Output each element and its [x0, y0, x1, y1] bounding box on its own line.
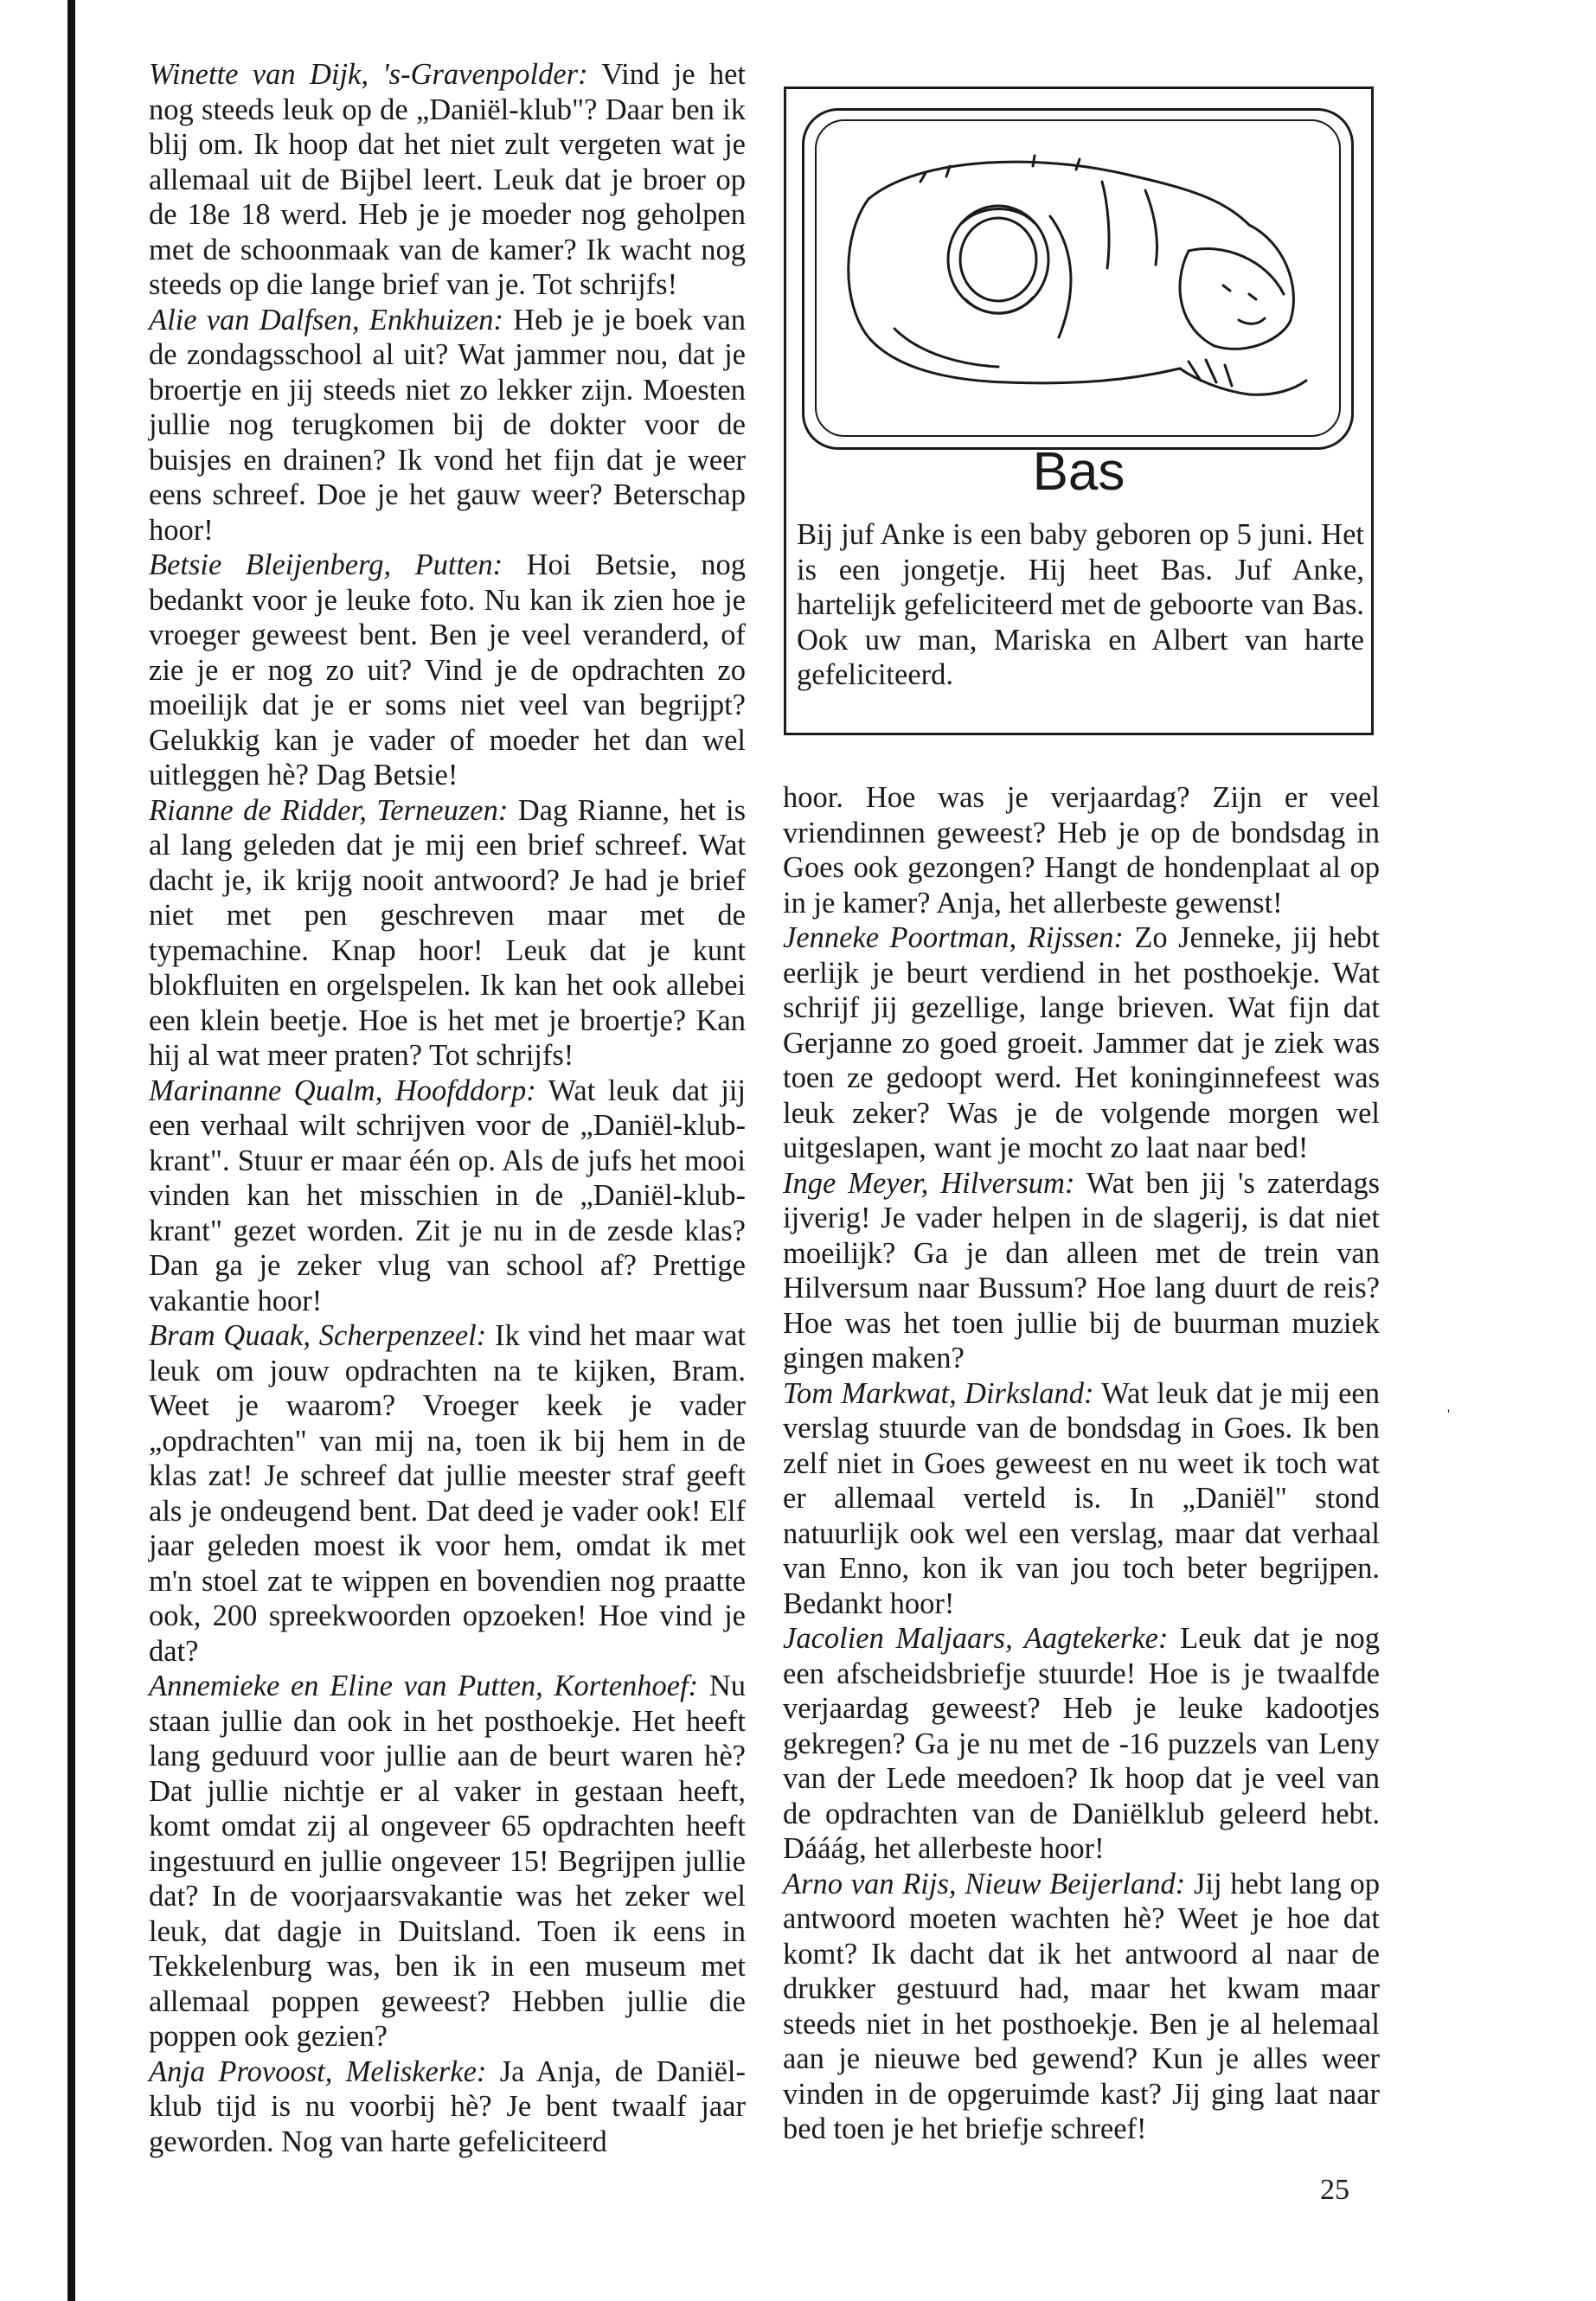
birth-announcement-box [784, 87, 1374, 735]
letter-text: Wat leuk dat jij een verhaal wilt schrijven voor de „Daniël-klub-krant". Stuur er maar één op. Als de jufs het mooi vinden kan het misschien in de „Daniël-klub-krant" gezet worden. Zit je nu in de zesde klas? Dan ga je zeker vlug van school af? Prettige vakantie hoor! [149, 1074, 746, 1317]
letter-name: Annemieke en Eline van Putten, Kortenhoef: [149, 1670, 699, 1702]
announcement-text: Bij juf Anke is een baby geboren op 5 juni. Het is een jongetje. Hij heet Bas. Juf Anke, hartelijk gefeliciteerd met de geboorte van Bas. Ook uw man, Mariska en Albert van harte gefeliciteerd. [797, 518, 1364, 691]
letters-column-right [783, 780, 1380, 2147]
announcement-title: Bas [1032, 442, 1125, 502]
letter-name: Inge Meyer, Hilversum: [783, 1166, 1075, 1200]
letter-entry [783, 920, 1380, 1166]
letter-text: Dag Rianne, het is al lang geleden dat je mij een brief schreef. Wat dacht je, ik krijg nooit antwoord? Je had je brief niet met pen geschreven maar met de typemachine. Knap hoor! Leuk dat je kunt blokfluiten en orgelspelen. Ik kan het ook allebei een klein beetje. Hoe is het met je broertje? Kan hij al wat meer praten? Tot schrijfs! [149, 793, 747, 1072]
letter-name: Arno van Rijs, Nieuw Beijerland: [783, 1867, 1186, 1900]
sleeping-baby-illustration [817, 121, 1343, 439]
letter-name: Jacolien Maljaars, Aagtekerke: [783, 1622, 1169, 1655]
letter-entry [149, 303, 746, 548]
letter-text: Wat ben jij 's zaterdags ijverig! Je vader helpen in de slagerij, is dat niet moeilijk? Ga je dan alleen met de trein van Hilversum naar Bussum? Hoe lang duurt de reis? Hoe was het toen jullie bij de buurman muziek gingen maken? [783, 1166, 1380, 1375]
letter-name: Bram Quaak, Scherpenzeel: [149, 1319, 487, 1352]
letter-name: Marinanne Qualm, Hoofddorp: [149, 1074, 536, 1107]
letter-name: Alie van Dalfsen, Enkhuizen: [149, 303, 504, 336]
letter-text: Vind je het nog steeds leuk op de „Daniël-klub"? Daar ben ik blij om. Ik hoop dat het niet zult vergeten wat je allemaal uit de Bijbel leert. Leuk dat je broer op de 18e 18 werd. Heb je je moeder nog geholpen met de schoonmaak van de kamer? Ik wacht nog steeds op die lange brief van je. Tot schrijfs! [149, 58, 746, 301]
letter-name: Jenneke Poortman, Rijssen: [783, 921, 1124, 954]
page-number: 25 [1320, 2174, 1349, 2206]
announcement-text-block [797, 517, 1364, 693]
letter-name: Rianne de Ridder, Terneuzen: [149, 793, 509, 827]
letter-name: Anja Provoost, Meliskerke: [149, 2054, 487, 2088]
letter-text: Wat leuk dat je mij een verslag stuurde van de bondsdag in Goes. Ik ben zelf niet in Goes geweest en nu weet ik toch wat er allemaal verteld is. In „Daniël" stond natuurlijk ook wel een verslag, maar dat verhaal van Enno, kon ik van jou toch beter begrijpen. Bedankt hoor! [783, 1376, 1380, 1620]
letter-text: Hoi Betsie, nog bedankt voor je leuke foto. Nu kan ik zien hoe je vroeger geweest bent. Ben je veel veranderd, of zie je er nog zo uit? Vind je de opdrachten zo moeilijk dat je er soms niet veel van begrijpt? Gelukkig kan je vader of moeder het dan wel uitleggen hè? Dag Betsie! [149, 548, 746, 792]
letter-entry [149, 1074, 746, 1319]
letter-entry [149, 1318, 746, 1669]
letter-text: hoor. Hoe was je verjaardag? Zijn er veel vriendinnen geweest? Heb je op de bondsdag in Goes ook gezongen? Hangt de hondenplaat al op in je kamer? Anja, het allerbeste gewenst! [783, 781, 1380, 920]
letter-entry [783, 1166, 1380, 1376]
letter-text: Zo Jenneke, jij hebt eerlijk je beurt verdiend in het posthoekje. Wat schrijf jij gezellige, lange brieven. Wat fijn dat Gerjanne zo goed groeit. Jammer dat je ziek was toen ze gedoopt werd. Het koninginnefeest was leuk zeker? Was je de volgende morgen wel uitgeslapen, want je mocht zo laat naar bed! [783, 921, 1381, 1164]
letter-text: Leuk dat je nog een afscheidsbriefje stuurde! Hoe is je twaalfde verjaardag geweest? Heb je leuke kadootjes gekregen? Ga je nu met de -16 puzzels van Leny van der Lede meedoen? Ik hoop dat je veel van de opdrachten van de Daniëlklub geleerd hebt. Dááág, het allerbeste hoor! [783, 1622, 1381, 1865]
stray-mark: ' [1447, 1407, 1450, 1422]
binding-edge [67, 0, 75, 2301]
illustration-frame [802, 108, 1354, 450]
letters-column-left [149, 57, 746, 2159]
letter-text: Jij hebt lang op antwoord moeten wachten hè? Weet je hoe dat komt? Ik dacht dat ik het antwoord al naar de drukker gestuurd had, maar het kwam maar steeds niet in het posthoekje. Ben je al helemaal aan je nieuwe bed gewend? Kun je alles weer vinden in de opgeruimde kast? Jij ging laat naar bed toen je het briefje schreef! [783, 1867, 1380, 2145]
letter-name: Winette van Dijk, 's-Gravenpolder: [149, 58, 588, 91]
letter-entry [783, 1867, 1380, 2147]
letter-name: Tom Markwat, Dirksland: [783, 1376, 1094, 1410]
letter-entry [149, 57, 746, 303]
letter-text: Ja Anja, de Daniël-klub tijd is nu voorbij hè? Je bent twaalf jaar geworden. Nog van harte gefeliciteerd [149, 2054, 746, 2158]
letter-entry [783, 1376, 1380, 1622]
letter-name: Betsie Bleijenberg, Putten: [149, 548, 503, 581]
letter-entry [783, 1621, 1380, 1867]
letter-text: Heb je je boek van de zondagsschool al uit? Wat jammer nou, dat je broertje en jij steeds niet zo lekker zijn. Moesten jullie nog terugkomen bij de dokter voor de buisjes en drainen? Ik vond het fijn dat je weer eens schreef. Doe je het gauw weer? Beterschap hoor! [149, 303, 746, 547]
letter-entry [149, 1669, 746, 2054]
letter-entry [783, 780, 1380, 920]
letter-text: Ik vind het maar wat leuk om jouw opdrachten na te kijken, Bram. Weet je waarom? Vroeger keek je vader „opdrachten" van mij na, toen ik bij hem in de klas zat! Je schreef dat jullie meester straf geeft als je ondeugend bent. Dat deed je vader ook! Elf jaar geleden moest ik voor hem, omdat ik met m'n stoel zat te wippen en bovendien nog praatte ook, 200 spreekwoorden opzoeken! Hoe vind je dat? [149, 1319, 746, 1668]
letter-entry [149, 793, 746, 1074]
letter-entry [149, 548, 746, 793]
letter-text: Nu staan jullie dan ook in het posthoekje. Het heeft lang geduurd voor jullie aan de beurt waren hè? Dat jullie nichtje er al vaker in gestaan heeft, komt omdat zij al ongeveer 65 opdrachten heeft ingestuurd en jullie ongeveer 15! Begrijpen jullie dat? In de voorjaarsvakantie was het zeker wel leuk, dat dagje in Duitsland. Toen ik eens in Tekkelenburg was, ben ik in een museum met allemaal poppen geweest? Hebben jullie die poppen ook gezien? [149, 1670, 746, 2053]
letter-entry [149, 2054, 746, 2160]
